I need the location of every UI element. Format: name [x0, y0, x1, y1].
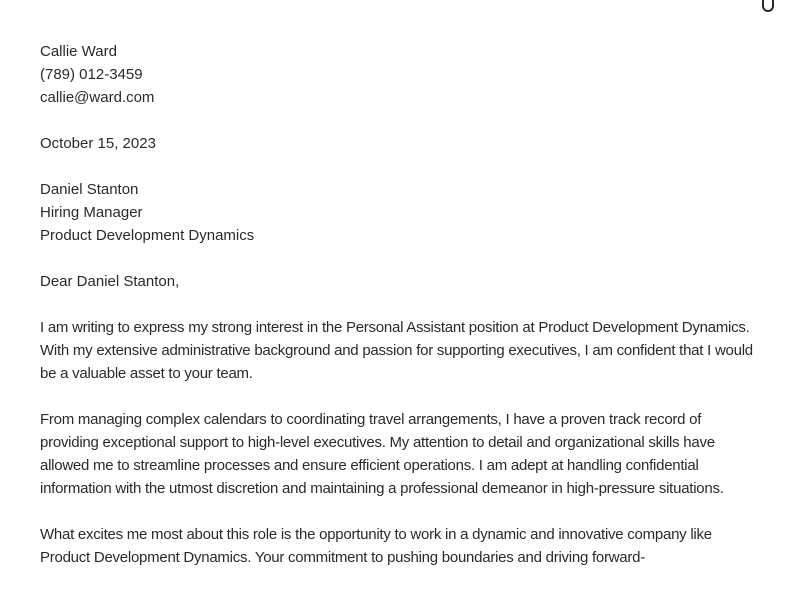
recipient-title: Hiring Manager: [40, 204, 143, 221]
recipient-name: Daniel Stanton: [40, 181, 139, 198]
sender-phone: (789) 012-3459: [40, 66, 143, 83]
sender-block: [40, 40, 760, 109]
sender-name: Callie Ward: [40, 43, 117, 60]
body-paragraph-2: From managing complex calendars to coordinating travel arrangements, I have a proven track record of providing exceptional support to high-level executives. My attention to detail and organizational skills have allowed me to streamline processes and ensure efficient operations. I am adept at handling confidential information with the utmost discretion and maintaining a professional demeanor in high-pressure situations.: [40, 411, 724, 497]
salutation: Dear Daniel Stanton,: [40, 273, 180, 290]
recipient-company: Product Development Dynamics: [40, 227, 255, 244]
partial-circle-icon: [762, 0, 774, 12]
recipient-block: [40, 178, 760, 247]
cover-letter: [40, 40, 760, 592]
letter-date: October 15, 2023: [40, 135, 156, 152]
date-block: [40, 132, 760, 155]
salutation-block: [40, 270, 760, 293]
body-paragraph-1: I am writing to express my strong interest in the Personal Assistant position at Product Development Dynamics. With my extensive administrative background and passion for supporting executives, I am confident that I would be a valuable asset to your team.: [40, 319, 753, 382]
body-paragraph-3: What excites me most about this role is the opportunity to work in a dynamic and innovative company like Product Development Dynamics. Your commitment to pushing boundaries and driving forward-: [40, 526, 712, 566]
sender-email: callie@ward.com: [40, 89, 155, 106]
